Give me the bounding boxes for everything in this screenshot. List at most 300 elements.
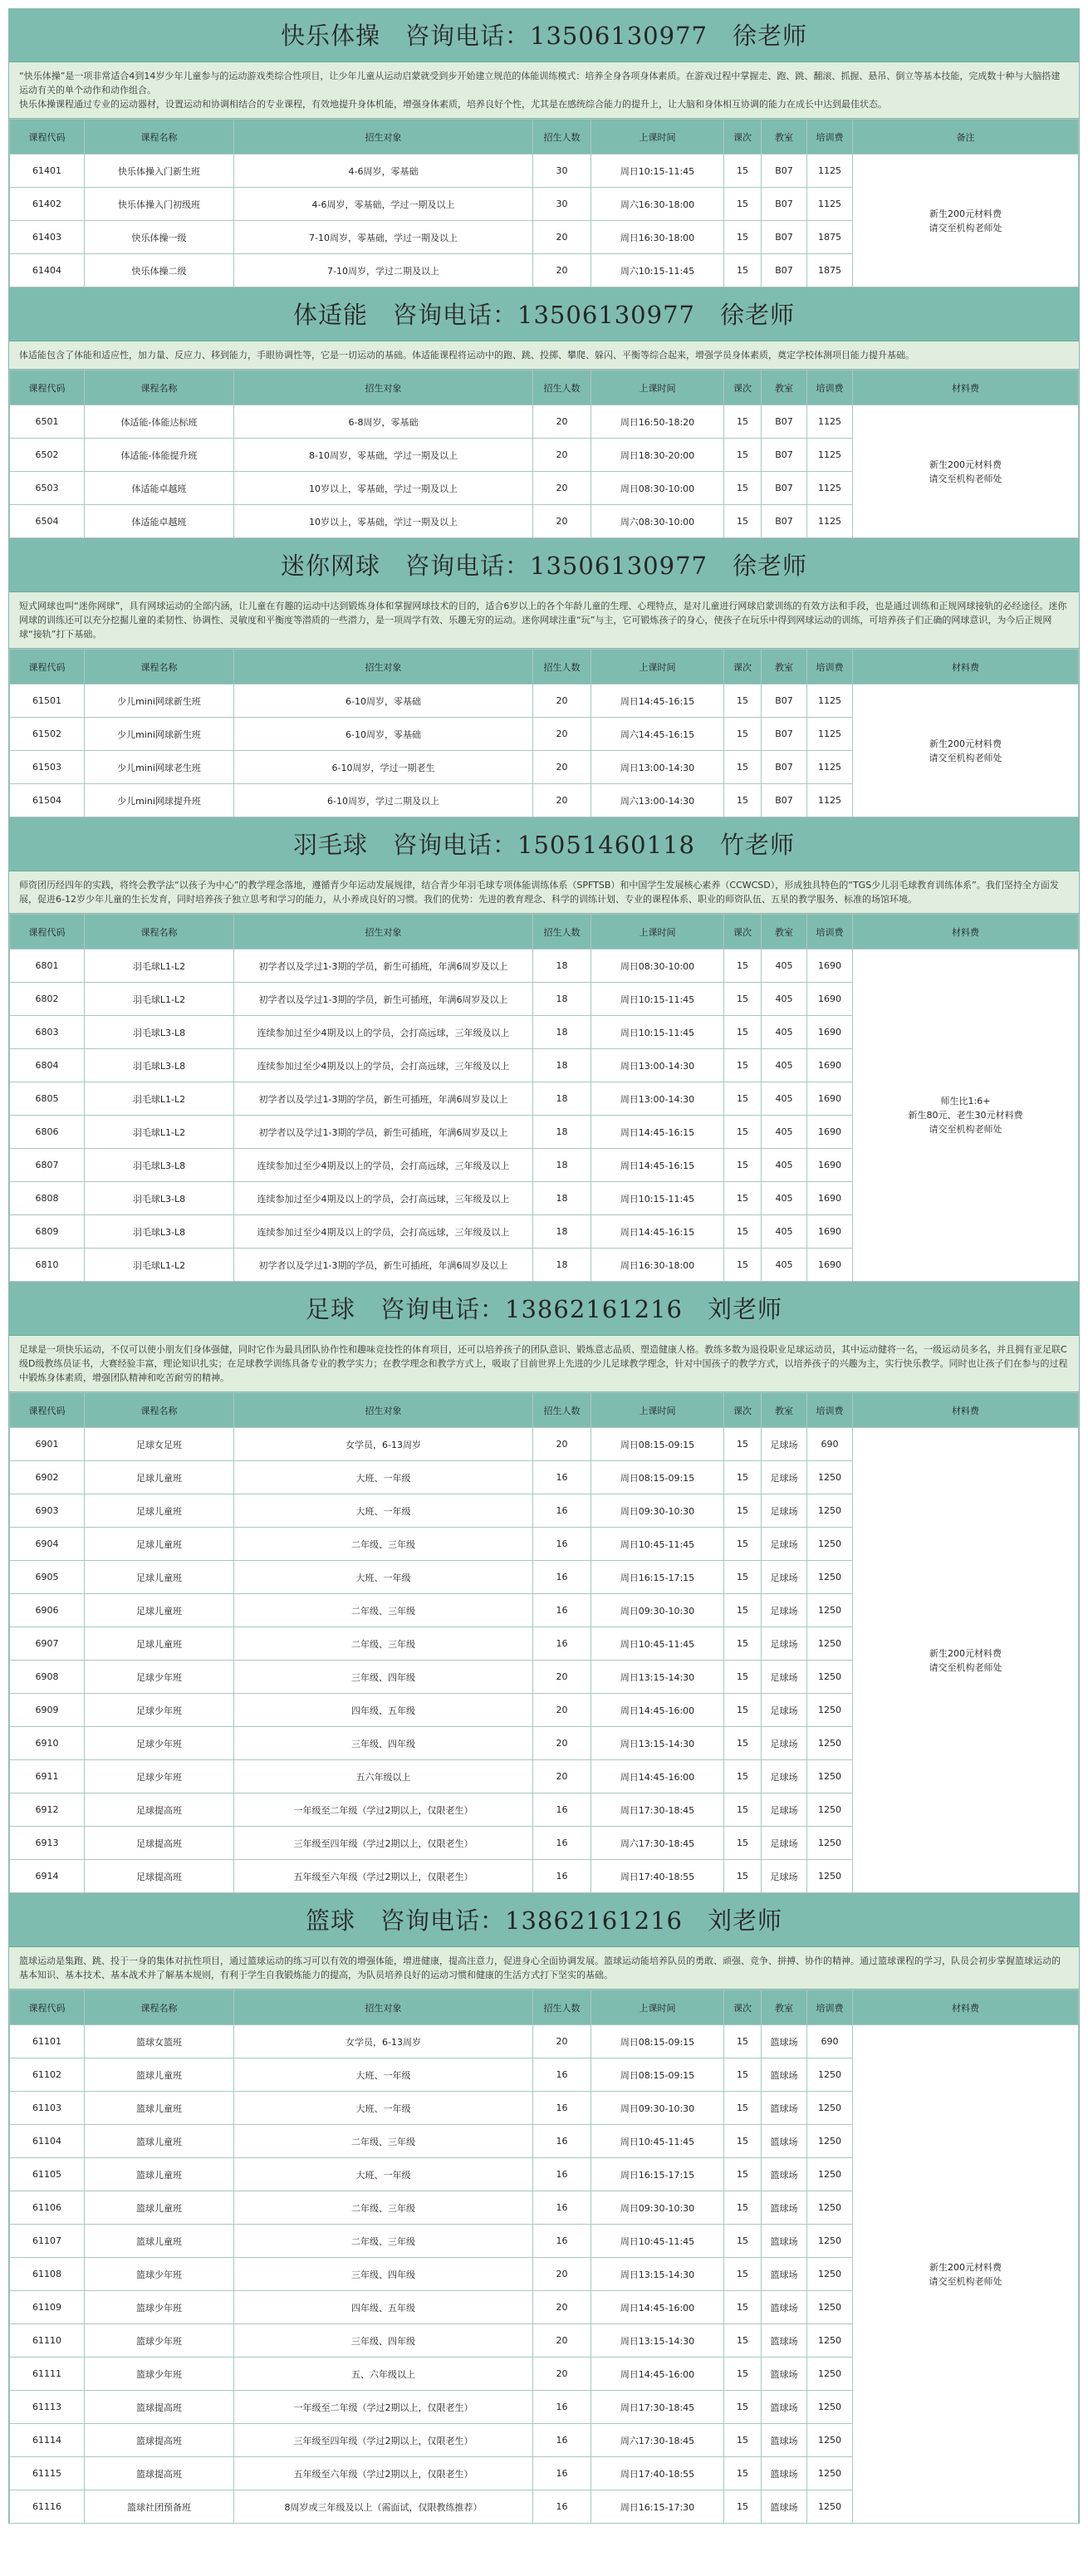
column-header: 教室 (762, 370, 807, 405)
table-cell: 15 (724, 1627, 762, 1661)
column-header: 招生对象 (234, 650, 533, 684)
table-cell: 篮球场 (762, 2424, 807, 2457)
table-cell: 1875 (807, 254, 853, 287)
table-cell: 405 (762, 1215, 807, 1249)
table-cell: 15 (724, 2158, 762, 2191)
table-cell: 61502 (10, 718, 85, 751)
table-cell: 20 (533, 472, 591, 505)
table-cell: B07 (762, 505, 807, 538)
table-cell: 16 (533, 2158, 591, 2191)
table-cell: 足球场 (762, 1694, 807, 1727)
description-paragraph: 篮球运动是集跑、跳、投于一身的集体对抗性项目，通过篮球运动的练习可以有效的增强体能，增进健康，提高注意力，促进身心全面协调发展。篮球运动能培养队员的勇敢、顽强、竞争、拼搏、协作的精神。通过篮球课程的学习，队员会初步掌握篮球运动的基本知识、基本技术、基本战术并了解基本规则，有利于学生自我锻炼能力的提高，为队员培养良好的运动习惯和健康的生活方式打下坚实的基础。 (19, 1955, 1061, 1980)
table-cell: 篮球场 (762, 2158, 807, 2191)
table-cell: 6807 (10, 1149, 85, 1182)
table-cell: 18 (533, 1215, 591, 1249)
column-header: 招生人数 (533, 915, 591, 949)
table-cell: 足球场 (762, 1494, 807, 1528)
table-cell: 1125 (807, 684, 853, 718)
table-cell: 15 (724, 1561, 762, 1594)
column-header: 培训费 (807, 1393, 853, 1428)
table-cell: 周日09:30-10:30 (591, 2191, 724, 2225)
column-header: 课程代码 (10, 650, 85, 684)
table-cell: 15 (724, 2324, 762, 2358)
fee-note-line: 请交至机构老师处 (929, 1124, 1002, 1135)
fee-note-line: 新生200元材料费 (929, 208, 1002, 219)
table-cell: 周日13:15-14:30 (591, 2258, 724, 2291)
table-cell: 16 (533, 2125, 591, 2158)
table-cell: 篮球儿童班 (85, 2125, 234, 2158)
table-cell: 二年级、三年级 (234, 1627, 533, 1661)
table-cell: 1250 (807, 2324, 853, 2358)
course-table (9, 914, 1079, 1282)
table-row (10, 949, 1079, 983)
table-cell: 足球儿童班 (85, 1494, 234, 1528)
table-cell: 周日10:45-11:45 (591, 2225, 724, 2258)
table-cell: 4-6周岁，零基础 (234, 155, 533, 188)
table-cell: 大班、一年级 (234, 2158, 533, 2191)
column-header: 课程代码 (10, 1393, 85, 1428)
table-cell: 羽毛球L3-L8 (85, 1182, 234, 1215)
table-cell: 16 (533, 2391, 591, 2424)
table-cell: 周日08:15-09:15 (591, 1428, 724, 1461)
table-cell: 周日08:15-09:15 (591, 2058, 724, 2092)
table-cell: 16 (533, 1627, 591, 1661)
table-cell: 周日13:00-14:30 (591, 1082, 724, 1116)
table-cell: 周日13:15-14:30 (591, 1727, 724, 1760)
table-cell: 15 (724, 221, 762, 254)
table-cell: 初学者以及学过1-3期的学员，新生可插班，年满6周岁及以上 (234, 1116, 533, 1149)
table-cell: 6914 (10, 1860, 85, 1893)
table-cell: 20 (533, 2025, 591, 2058)
table-row (10, 405, 1079, 439)
table-cell: 1250 (807, 1860, 853, 1893)
table-cell: 15 (724, 1494, 762, 1528)
table-cell: 大班、一年级 (234, 2092, 533, 2125)
column-header: 上课时间 (591, 915, 724, 949)
table-cell: 1250 (807, 1661, 853, 1694)
table-cell: 篮球场 (762, 2457, 807, 2490)
table-cell: 6801 (10, 949, 85, 983)
table-cell: 1125 (807, 784, 853, 817)
table-cell: 6808 (10, 1182, 85, 1215)
column-header: 招生对象 (234, 915, 533, 949)
table-row (10, 1428, 1079, 1461)
table-cell: 周六17:30-18:45 (591, 1827, 724, 1860)
table-cell: 61404 (10, 254, 85, 287)
column-header: 课程代码 (10, 120, 85, 155)
table-cell: 五年级至六年级（学过2期以上，仅限老生） (234, 2457, 533, 2490)
table-cell: 16 (533, 2490, 591, 2524)
course-section (8, 817, 1080, 1282)
table-cell: 1690 (807, 1182, 853, 1215)
column-header: 教室 (762, 1393, 807, 1428)
fee-note-line: 新生200元材料费 (929, 459, 1002, 470)
table-row (10, 684, 1079, 718)
table-cell: 足球少年班 (85, 1694, 234, 1727)
table-cell: 二年级、三年级 (234, 2191, 533, 2225)
table-cell: 61110 (10, 2324, 85, 2358)
column-header: 招生人数 (533, 1393, 591, 1428)
table-cell: 15 (724, 1461, 762, 1494)
table-cell: 三年级、四年级 (234, 2324, 533, 2358)
table-cell: 1250 (807, 1827, 853, 1860)
table-cell: B07 (762, 254, 807, 287)
table-cell: 6804 (10, 1049, 85, 1082)
table-cell: 初学者以及学过1-3期的学员，新生可插班，年满6周岁及以上 (234, 983, 533, 1016)
course-table (9, 119, 1079, 287)
column-header: 材料费 (853, 650, 1079, 684)
table-cell: 连续参加过至少4期及以上的学员，会打高远球，三年级及以上 (234, 1049, 533, 1082)
table-cell: 61115 (10, 2457, 85, 2490)
table-cell: 61109 (10, 2291, 85, 2324)
table-cell: 20 (533, 1727, 591, 1760)
table-cell: 足球场 (762, 1528, 807, 1561)
table-cell: 6901 (10, 1428, 85, 1461)
table-cell: 周日13:00-14:30 (591, 1049, 724, 1082)
table-cell: 体适能卓越班 (85, 505, 234, 538)
table-cell: 15 (724, 2025, 762, 2058)
table-cell: 周日17:30-18:45 (591, 1793, 724, 1827)
table-cell: 6806 (10, 1116, 85, 1149)
table-cell: 15 (724, 1082, 762, 1116)
table-cell: 足球场 (762, 1860, 807, 1893)
table-cell: 16 (533, 1594, 591, 1627)
table-cell: 20 (533, 254, 591, 287)
table-cell: 足球场 (762, 1793, 807, 1827)
column-header: 培训费 (807, 370, 853, 405)
table-cell: 周日10:15-11:45 (591, 1016, 724, 1049)
table-cell: 15 (724, 254, 762, 287)
table-cell: 20 (533, 2291, 591, 2324)
table-cell: 足球场 (762, 1760, 807, 1793)
table-cell: 16 (533, 1461, 591, 1494)
section-title: 迷你网球 咨询电话：13506130977 徐老师 (9, 539, 1079, 592)
table-cell: 61403 (10, 221, 85, 254)
table-cell: 61504 (10, 784, 85, 817)
section-description (9, 1336, 1079, 1392)
table-cell: 15 (724, 505, 762, 538)
table-cell: 1875 (807, 221, 853, 254)
column-header: 课程代码 (10, 1990, 85, 2025)
table-cell: 篮球场 (762, 2324, 807, 2358)
table-cell: 61108 (10, 2258, 85, 2291)
column-header: 上课时间 (591, 370, 724, 405)
table-cell: 16 (533, 2092, 591, 2125)
table-cell: 18 (533, 1082, 591, 1116)
table-cell: 少儿mini网球新生班 (85, 684, 234, 718)
table-cell: 7-10周岁，学过二期及以上 (234, 254, 533, 287)
table-cell: 1250 (807, 1494, 853, 1528)
table-cell: 20 (533, 221, 591, 254)
fee-note-line: 新生200元材料费 (929, 738, 1002, 749)
table-cell: 15 (724, 2391, 762, 2424)
table-cell: 快乐体操入门新生班 (85, 155, 234, 188)
table-cell: 三年级至四年级（学过2期以上，仅限老生） (234, 2424, 533, 2457)
column-header: 课程名称 (85, 915, 234, 949)
table-cell: 10岁以上，零基础，学过一期及以上 (234, 505, 533, 538)
table-cell: 20 (533, 1760, 591, 1793)
column-header: 备注 (853, 120, 1079, 155)
table-cell: 1690 (807, 1215, 853, 1249)
section-title: 快乐体操 咨询电话：13506130977 徐老师 (9, 9, 1079, 62)
table-cell: 篮球场 (762, 2092, 807, 2125)
table-cell: 16 (533, 1860, 591, 1893)
fee-note-line: 新生200元材料费 (929, 2261, 1002, 2273)
table-cell: 足球场 (762, 1661, 807, 1694)
table-cell: 1690 (807, 1049, 853, 1082)
table-cell: 快乐体操一级 (85, 221, 234, 254)
table-cell: 周日10:15-11:45 (591, 1182, 724, 1215)
table-cell: 20 (533, 505, 591, 538)
table-cell: 10岁以上，零基础，学过一期及以上 (234, 472, 533, 505)
section-description (9, 592, 1079, 649)
table-cell: 五六年级以上 (234, 1760, 533, 1793)
table-cell: 篮球少年班 (85, 2258, 234, 2291)
table-cell: 周日17:30-18:45 (591, 2391, 724, 2424)
table-cell: 五、六年级以上 (234, 2358, 533, 2391)
table-cell: 足球儿童班 (85, 1461, 234, 1494)
table-cell: 快乐体操二级 (85, 254, 234, 287)
course-section (8, 1893, 1080, 2524)
table-cell: B07 (762, 472, 807, 505)
column-header: 招生对象 (234, 370, 533, 405)
table-cell: 15 (724, 1049, 762, 1082)
table-cell: 女学员，6-13周岁 (234, 1428, 533, 1461)
table-header-row (10, 915, 1079, 949)
table-cell: 20 (533, 751, 591, 784)
table-cell: 16 (533, 2424, 591, 2457)
table-cell: 周日14:45-16:00 (591, 2291, 724, 2324)
table-cell: 405 (762, 949, 807, 983)
table-cell: 周日14:45-16:00 (591, 2358, 724, 2391)
course-section (8, 538, 1080, 817)
table-cell: 1125 (807, 718, 853, 751)
table-cell: 1125 (807, 439, 853, 472)
table-cell: 周日16:50-18:20 (591, 405, 724, 439)
table-cell: 1125 (807, 472, 853, 505)
table-cell: 6-10周岁，零基础 (234, 684, 533, 718)
table-cell: 篮球女篮班 (85, 2025, 234, 2058)
table-cell: 7-10周岁，零基础，学过一期及以上 (234, 221, 533, 254)
table-cell: 二年级、三年级 (234, 1528, 533, 1561)
table-cell: 快乐体操入门初级班 (85, 188, 234, 221)
table-cell: 15 (724, 155, 762, 188)
table-cell: 周日10:15-11:45 (591, 983, 724, 1016)
table-cell: 篮球提高班 (85, 2457, 234, 2490)
column-header: 招生人数 (533, 120, 591, 155)
table-cell: 周日14:45-16:15 (591, 1116, 724, 1149)
table-cell: 15 (724, 684, 762, 718)
table-cell: 16 (533, 2225, 591, 2258)
column-header: 材料费 (853, 1990, 1079, 2025)
table-cell: 二年级、三年级 (234, 1594, 533, 1627)
column-header: 招生人数 (533, 1990, 591, 2025)
description-paragraph: “快乐体操”是一项非常适合4到14岁少年儿童参与的运动游戏类综合性项目，让少年儿童从运动启蒙就受到步开始建立规范的体能训练模式：培养全身各项身体素质。在游戏过程中掌握走、跑、跳、翻滚、抓握、悬吊、倒立等基本技能，完成数十种与大脑搭建运动有关的单个动作和动作组合。 (19, 71, 1061, 96)
table-cell: B07 (762, 155, 807, 188)
table-cell: 周六14:45-16:15 (591, 718, 724, 751)
table-cell: 周六13:00-14:30 (591, 784, 724, 817)
table-cell: 篮球儿童班 (85, 2225, 234, 2258)
table-cell: 690 (807, 2025, 853, 2058)
table-cell: 61113 (10, 2391, 85, 2424)
table-cell: 足球儿童班 (85, 1561, 234, 1594)
fee-note (853, 2025, 1079, 2524)
description-paragraph: 快乐体操课程通过专业的运动器材，设置运动和协调相结合的专业课程，有效地提升身体机能，增强身体素质，培养良好个性，尤其是在感统综合能力的提升上，让大脑和身体相互协调的能力在成长中达到最佳状态。 (19, 99, 887, 110)
column-header: 课程名称 (85, 370, 234, 405)
table-cell: 1250 (807, 1627, 853, 1661)
table-cell: 61106 (10, 2191, 85, 2225)
table-cell: 周六16:30-18:00 (591, 188, 724, 221)
section-description (9, 871, 1079, 914)
table-cell: 1125 (807, 188, 853, 221)
table-cell: 15 (724, 1428, 762, 1461)
table-cell: 6-10周岁，零基础 (234, 718, 533, 751)
table-cell: 1250 (807, 2158, 853, 2191)
table-cell: 足球提高班 (85, 1827, 234, 1860)
table-cell: 6911 (10, 1760, 85, 1793)
table-cell: 20 (533, 2258, 591, 2291)
fee-note (853, 684, 1079, 817)
table-cell: 足球场 (762, 1561, 807, 1594)
table-cell: 1250 (807, 1594, 853, 1627)
table-cell: 6903 (10, 1494, 85, 1528)
table-cell: 6-10周岁，学过二期及以上 (234, 784, 533, 817)
table-cell: 篮球提高班 (85, 2424, 234, 2457)
table-cell: 足球提高班 (85, 1860, 234, 1893)
table-cell: 1250 (807, 1694, 853, 1727)
table-cell: 1250 (807, 1461, 853, 1494)
table-cell: 20 (533, 1694, 591, 1727)
table-cell: 1250 (807, 2225, 853, 2258)
table-cell: 二年级、三年级 (234, 2225, 533, 2258)
table-cell: 61111 (10, 2358, 85, 2391)
table-cell: 6-8周岁，零基础 (234, 405, 533, 439)
table-cell: 足球场 (762, 1461, 807, 1494)
column-header: 上课时间 (591, 1393, 724, 1428)
table-cell: 6502 (10, 439, 85, 472)
table-cell: 1250 (807, 2092, 853, 2125)
table-cell: 1690 (807, 1082, 853, 1116)
table-cell: 6908 (10, 1661, 85, 1694)
table-cell: 15 (724, 949, 762, 983)
table-header-row (10, 120, 1079, 155)
table-cell: 初学者以及学过1-3期的学员，新生可插班，年满6周岁及以上 (234, 949, 533, 983)
table-header-row (10, 650, 1079, 684)
table-cell: 足球儿童班 (85, 1528, 234, 1561)
table-cell: 405 (762, 983, 807, 1016)
table-cell: 1690 (807, 1116, 853, 1149)
column-header: 招生对象 (234, 120, 533, 155)
column-header: 课程名称 (85, 650, 234, 684)
table-cell: 四年级、五年级 (234, 2291, 533, 2324)
column-header: 教室 (762, 650, 807, 684)
table-cell: 61401 (10, 155, 85, 188)
section-title: 羽毛球 咨询电话：15051460118 竹老师 (9, 818, 1079, 871)
table-cell: 周日10:45-11:45 (591, 1528, 724, 1561)
table-cell: 6810 (10, 1249, 85, 1282)
table-cell: 体适能-体能提升班 (85, 439, 234, 472)
table-cell: 15 (724, 1149, 762, 1182)
table-cell: B07 (762, 784, 807, 817)
column-header: 课次 (724, 370, 762, 405)
table-cell: 篮球场 (762, 2490, 807, 2524)
column-header: 上课时间 (591, 1990, 724, 2025)
course-table (9, 1392, 1079, 1893)
table-cell: 周日10:45-11:45 (591, 2125, 724, 2158)
column-header: 培训费 (807, 650, 853, 684)
fee-note-line: 请交至机构老师处 (929, 473, 1002, 484)
table-cell: 体适能卓越班 (85, 472, 234, 505)
table-cell: 18 (533, 1182, 591, 1215)
table-cell: 少儿mini网球新生班 (85, 718, 234, 751)
table-cell: 足球提高班 (85, 1793, 234, 1827)
table-cell: 1125 (807, 505, 853, 538)
table-cell: 周日16:30-18:00 (591, 221, 724, 254)
table-cell: 61102 (10, 2058, 85, 2092)
column-header: 教室 (762, 120, 807, 155)
table-cell: 周日16:30-18:00 (591, 1249, 724, 1282)
table-cell: 16 (533, 2457, 591, 2490)
table-cell: 15 (724, 1182, 762, 1215)
table-cell: 6910 (10, 1727, 85, 1760)
table-cell: 初学者以及学过1-3期的学员，新生可插班，年满6周岁及以上 (234, 1082, 533, 1116)
table-cell: 一年级至二年级（学过2期以上，仅限老生） (234, 2391, 533, 2424)
description-paragraph: 短式网球也叫“迷你网球”，具有网球运动的全部内涵，让儿童在有趣的运动中达到锻炼身体和掌握网球技术的目的，适合6岁以上的各个年龄儿童的生理、心理特点，是对儿童进行网球启蒙训练的有效方法和手段，也是通过训练和正规网球接轨的必经途径。迷你网球的训练还可以充分挖掘儿童的柔韧性、协调性、灵敏度和平衡度等潜质的一些潜力，是一项周学有效、乐趣无穷的运动。迷你网球注重“玩”与主，它可锻炼孩子的身心，使孩子在玩乐中得到网球运动的训练，可培养孩子们正确的网球意识，为今后正规网球“接轨”打下基础。 (19, 601, 1067, 640)
table-cell: 405 (762, 1182, 807, 1215)
table-cell: 周日14:45-16:00 (591, 1760, 724, 1793)
table-cell: 18 (533, 1049, 591, 1082)
table-cell: 15 (724, 1694, 762, 1727)
column-header: 培训费 (807, 1990, 853, 2025)
table-cell: 18 (533, 949, 591, 983)
table-cell: 五年级至六年级（学过2期以上，仅限老生） (234, 1860, 533, 1893)
table-cell: 足球场 (762, 1428, 807, 1461)
table-cell: 15 (724, 1661, 762, 1694)
table-cell: 1690 (807, 1249, 853, 1282)
column-header: 课程名称 (85, 1393, 234, 1428)
table-cell: 二年级、三年级 (234, 2125, 533, 2158)
table-cell: 一年级至二年级（学过2期以上，仅限老生） (234, 1793, 533, 1827)
table-cell: 61103 (10, 2092, 85, 2125)
table-cell: 15 (724, 1727, 762, 1760)
table-cell: 周日13:15-14:30 (591, 1661, 724, 1694)
fee-note-line: 请交至机构老师处 (929, 222, 1002, 233)
table-cell: 足球少年班 (85, 1760, 234, 1793)
table-cell: 羽毛球L1-L2 (85, 983, 234, 1016)
table-cell: 6503 (10, 472, 85, 505)
table-cell: 羽毛球L3-L8 (85, 1016, 234, 1049)
table-cell: 18 (533, 983, 591, 1016)
table-cell: 1250 (807, 1561, 853, 1594)
table-cell: 篮球场 (762, 2358, 807, 2391)
table-cell: 篮球少年班 (85, 2358, 234, 2391)
table-row (10, 155, 1079, 188)
table-cell: B07 (762, 751, 807, 784)
column-header: 材料费 (853, 370, 1079, 405)
table-cell: 6802 (10, 983, 85, 1016)
table-cell: 周日10:15-11:45 (591, 155, 724, 188)
table-cell: B07 (762, 188, 807, 221)
table-cell: 15 (724, 1249, 762, 1282)
table-cell: 15 (724, 2424, 762, 2457)
table-cell: 周日13:00-14:30 (591, 751, 724, 784)
table-cell: 篮球场 (762, 2125, 807, 2158)
fee-note-line: 请交至机构老师处 (929, 2275, 1002, 2287)
table-cell: 6501 (10, 405, 85, 439)
table-cell: 1250 (807, 2391, 853, 2424)
table-cell: 连续参加过至少4期及以上的学员，会打高远球，三年级及以上 (234, 1149, 533, 1182)
fee-note (853, 155, 1079, 287)
